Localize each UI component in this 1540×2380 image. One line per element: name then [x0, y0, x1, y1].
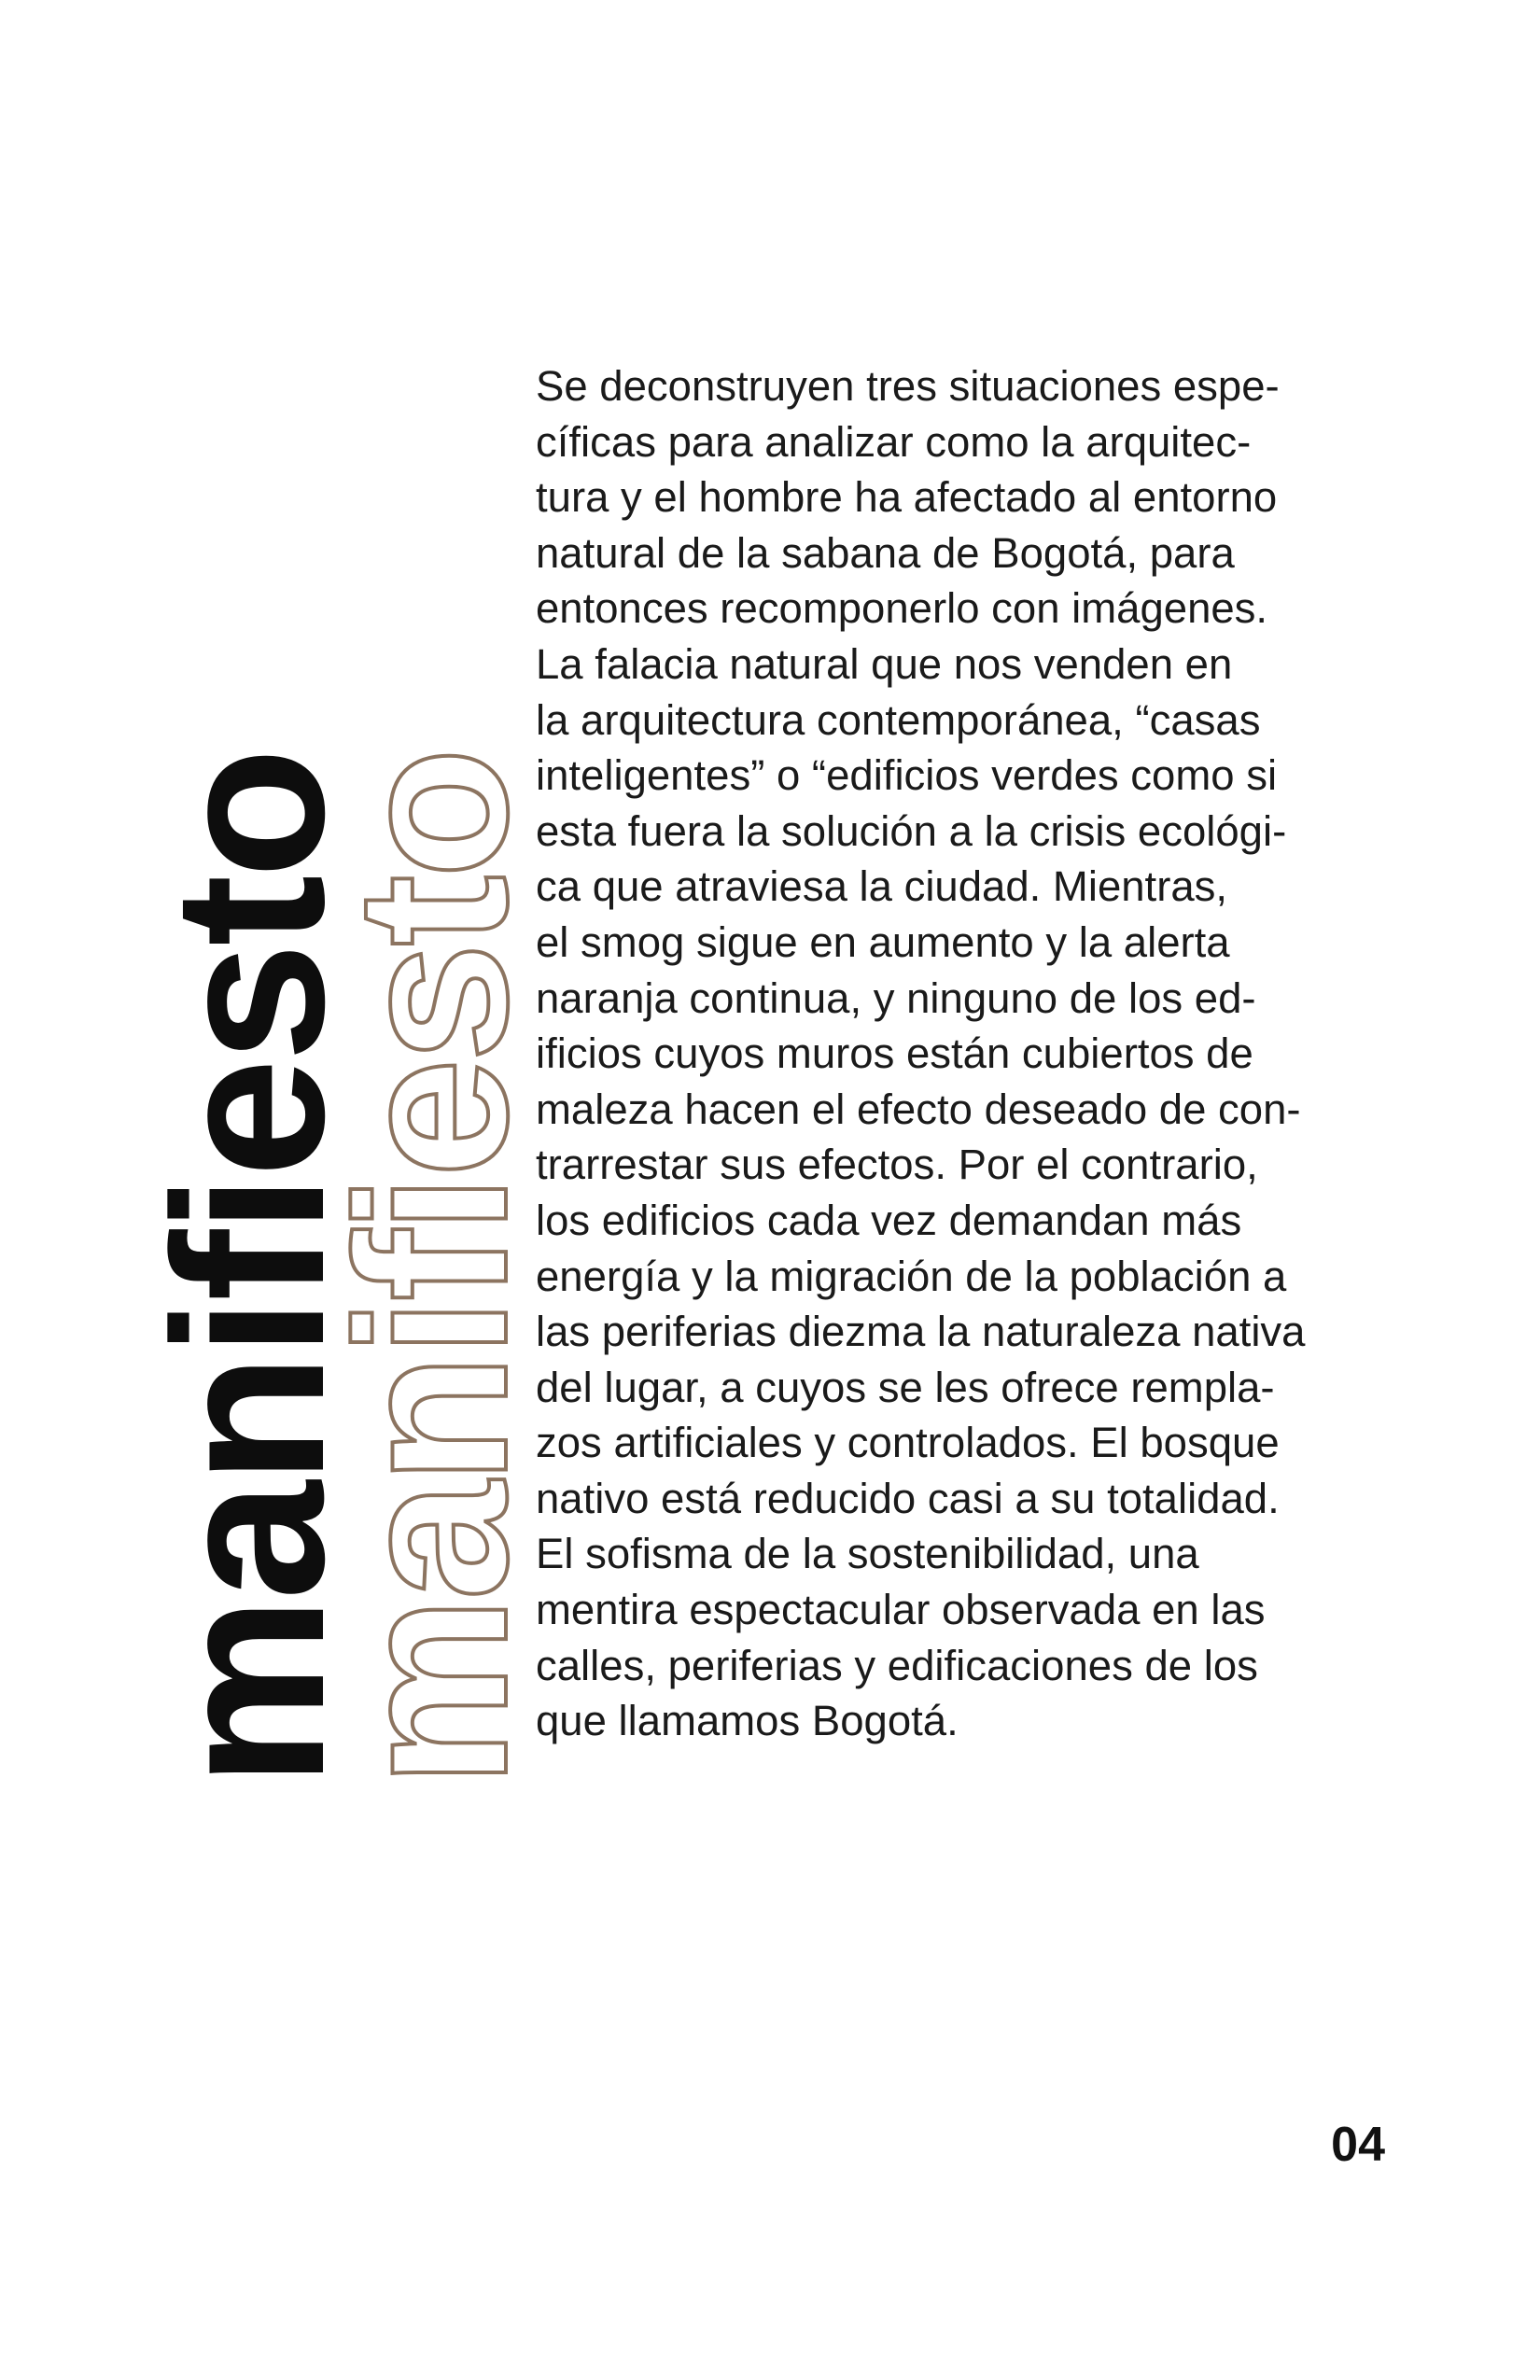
body-line: ca que atraviesa la ciudad. Mientras,	[536, 862, 1228, 911]
body-line: cíficas para analizar como la arquitec-	[536, 417, 1252, 466]
body-line: tura y el hombre ha afectado al entorno	[536, 473, 1278, 522]
body-line: nativo está reducido casi a su totalidad.	[536, 1474, 1280, 1522]
body-line: la arquitectura contemporánea, “casas	[536, 695, 1261, 744]
page-number: 04	[1331, 2118, 1385, 2172]
body-line: entonces recomponerlo con imágenes.	[536, 584, 1268, 633]
title-manifiesto-outline: manifiesto	[312, 750, 552, 1787]
body-line: esta fuera la solución a la crisis ecológi-	[536, 806, 1287, 855]
body-line: El sofisma de la sostenibilidad, una	[536, 1530, 1199, 1578]
body-line: energía y la migración de la población a	[536, 1252, 1287, 1300]
body-line: las periferias diezma la naturaleza nativa	[536, 1308, 1306, 1356]
body-line: zos artificiales y controlados. El bosque	[536, 1419, 1280, 1467]
body-line: Se deconstruyen tres situaciones espe-	[536, 362, 1280, 410]
body-line: La falacia natural que nos venden en	[536, 639, 1233, 688]
manifesto-body-text	[536, 358, 1404, 1749]
body-line: inteligentes” o “edificios verdes como si	[536, 751, 1278, 800]
body-line: trarrestar sus efectos. Por el contrario,	[536, 1141, 1258, 1189]
body-line: ificios cuyos muros están cubiertos de	[536, 1029, 1253, 1078]
body-line: que llamamos Bogotá.	[536, 1697, 959, 1745]
body-line: naranja continua, y ninguno de los ed-	[536, 973, 1256, 1022]
body-line: del lugar, a cuyos se les ofrece rempla-	[536, 1363, 1275, 1411]
body-line: el smog sigue en aumento y la alerta	[536, 917, 1230, 966]
body-line: calles, periferias y edificaciones de los	[536, 1641, 1258, 1689]
body-line: los edificios cada vez demandan más	[536, 1196, 1242, 1244]
title-manifiesto-solid: manifiesto	[129, 750, 369, 1787]
body-line: maleza hacen el efecto deseado de con-	[536, 1085, 1301, 1133]
body-line: natural de la sabana de Bogotá, para	[536, 528, 1235, 577]
body-line: mentira espectacular observada en las	[536, 1586, 1266, 1634]
